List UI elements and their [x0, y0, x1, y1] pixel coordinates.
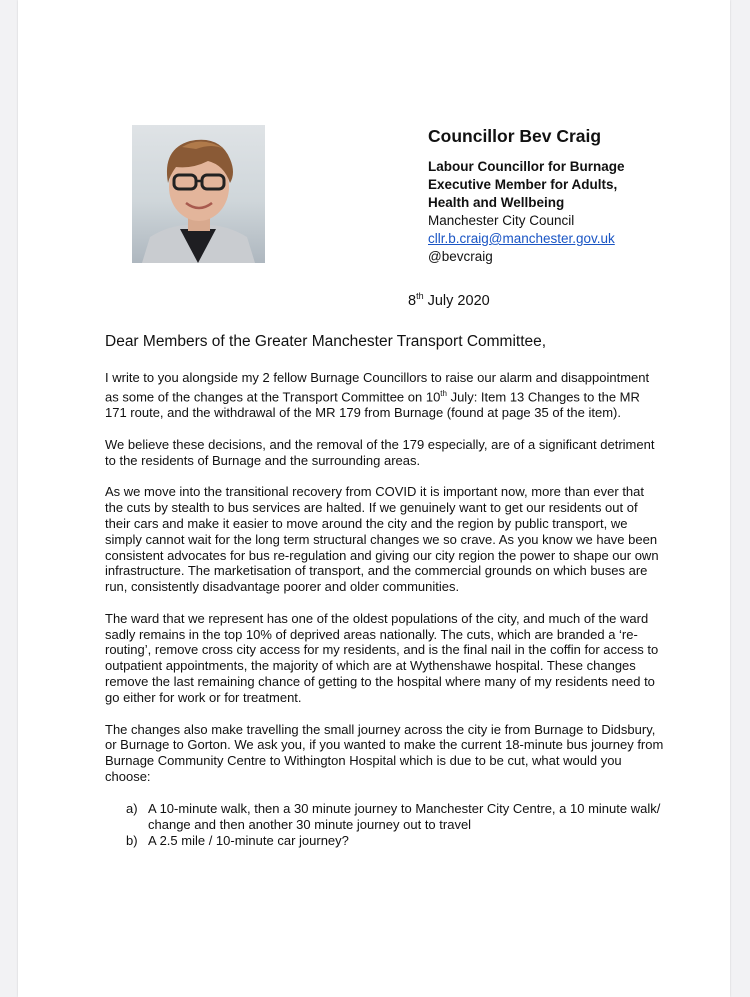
councillor-name: Councillor Bev Craig	[428, 126, 602, 146]
list-item	[105, 801, 665, 833]
list-item-text: A 2.5 mile / 10-minute car journey?	[148, 833, 349, 849]
list-item	[105, 833, 665, 849]
date-rest: July 2020	[423, 292, 490, 309]
list-marker: b)	[126, 833, 138, 849]
social-handle: @bevcraig	[428, 249, 493, 264]
date-suffix: th	[416, 291, 424, 301]
email-link[interactable]: cllr.b.craig@manchester.gov.uk	[428, 231, 615, 246]
paragraph-1-sup: th	[440, 388, 447, 398]
role-line-2: Executive Member for Adults,	[428, 177, 618, 192]
paragraph-4: The ward that we represent has one of the oldest populations of the city, and much of the ward sadly remains in the top 10% of deprived areas nationally. The cuts, which are branded a ‘re-routing’, remove cross city access for my residents, and is the final nail in the coffin for access to outpatient appointments, the majority of which are at Wythenshawe hospital. These changes remove the last remaining chance of getting to the hospital where many of my residents need to go either for work or for treatment.	[105, 610, 659, 705]
paragraph-5: The changes also make travelling the small journey across the city ie from Burnage to Didsbury, or Burnage to Gorton. We ask you, if you wanted to make the current 18-minute bus journey from Burnage Community Centre to Withington Hospital which is due to be cut, what would you choose:	[105, 721, 664, 785]
organisation: Manchester City Council	[428, 213, 575, 228]
options-list	[105, 801, 665, 849]
letter-date	[408, 291, 490, 309]
letter-body	[105, 370, 665, 850]
paragraph-1	[105, 370, 665, 421]
role-line-1: Labour Councillor for Burnage	[428, 159, 625, 174]
date-day: 8	[408, 292, 417, 309]
role-line-3: Health and Wellbeing	[428, 195, 565, 210]
paragraph-1-b: July: Item 13 Changes to the MR 171 route, and the withdrawal of the MR 179 from Burnage (found at page 35 of the item).	[105, 389, 640, 420]
paragraph-3: As we move into the transitional recovery from COVID it is important now, more than ever that the cuts by stealth to bus services are halted. If we genuinely want to get our residents out of their cars and make it easier to move around the city and the region by public transport, we simply cannot wait for the long term structural changes we so crave. As you know we have been consistent advocates for bus re-regulation and giving our city region the power to shape our own infrastructure. The marketisation of transport, and the commercial grounds on which buses are run, consistently disadvantage poorer and older communities.	[105, 484, 659, 595]
salutation: Dear Members of the Greater Manchester Transport Committee,	[105, 333, 547, 350]
paragraph-2: We believe these decisions, and the removal of the 179 especially, are of a significant detriment to the residents of Burnage and the surrounding areas.	[105, 436, 655, 468]
letterhead	[428, 124, 728, 266]
paragraph-1-a: I write to you alongside my 2 fellow Burnage Councillors to raise our alarm and disappointment as some of the changes at the Transport Committee on 10	[105, 370, 650, 405]
councillor-photo	[132, 125, 265, 263]
list-marker: a)	[126, 800, 138, 816]
list-item-text: A 10-minute walk, then a 30 minute journey to Manchester City Centre, a 10 minute walk/ change and then another 30 minute journey out to travel	[148, 800, 661, 832]
